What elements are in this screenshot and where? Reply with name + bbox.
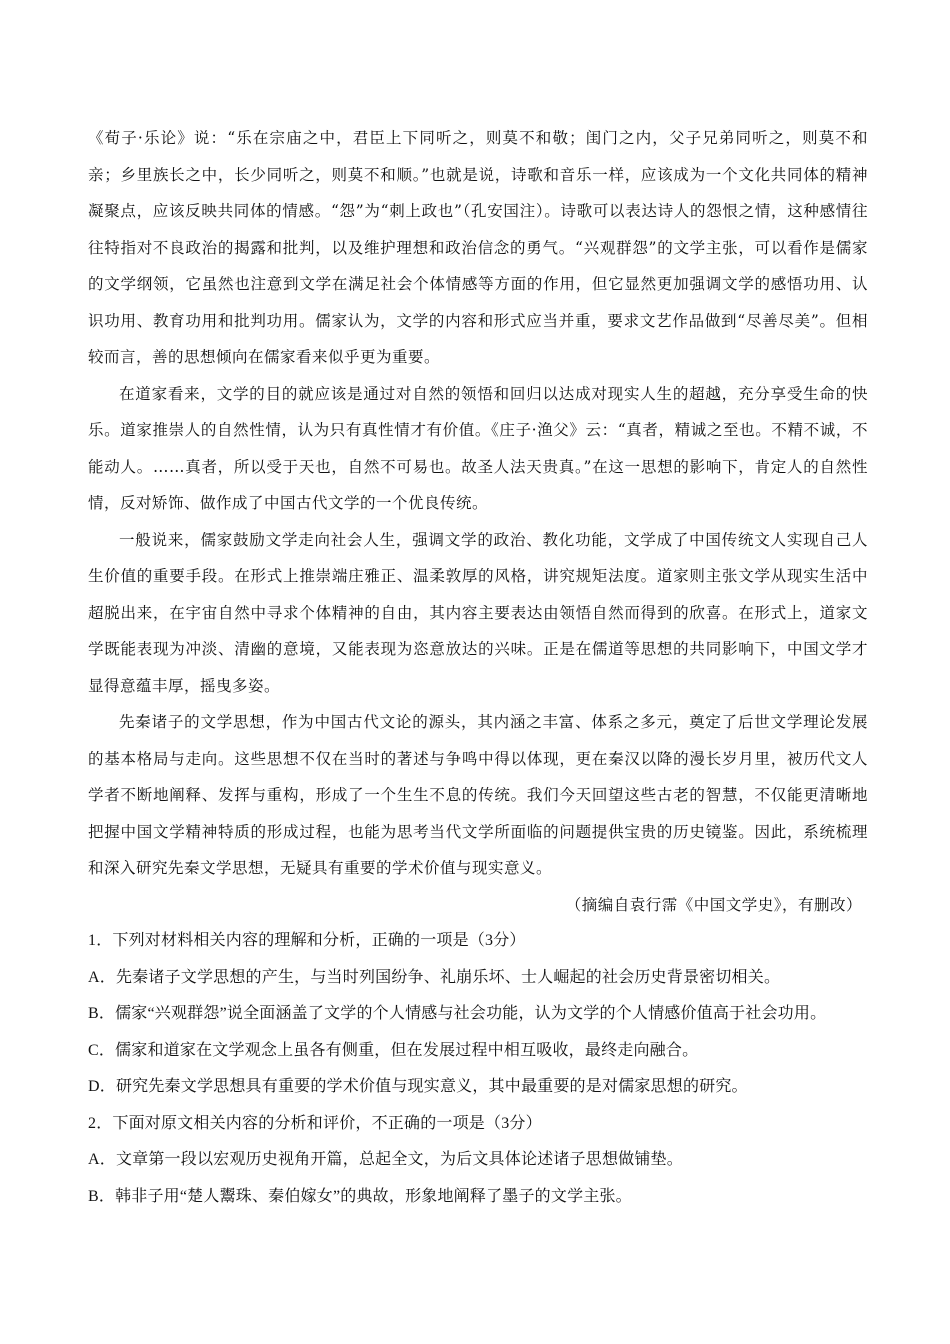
passage-paragraph: 在道家看来，文学的目的就应该是通过对自然的领悟和回归以达成对现实人生的超越，充分享受生命的快乐。道家推崇人的自然性情，认为只有真性情才有价值。《庄子·渔父》云：“真者，精诚之至也。不精不诚，不能动人。……真者，所以受于天也，自然不可易也。故圣人法天贵真。”在这一思想的影响下，肯定人的自然性情，反对矫饰、做作成了中国古代文学的一个优良传统。 xyxy=(88,384,868,512)
passage-paragraph: 先秦诸子的文学思想，作为中国古代文论的源头，其内涵之丰富、体系之多元，奠定了后世文学理论发展的基本格局与走向。这些思想不仅在当时的著述与争鸣中得以体现，更在秦汉以降的漫长岁月里，被历代文人学者不断地阐释、发挥与重构，形成了一个生生不息的传统。我们今天回望这些古老的智慧，不仅能更清晰地把握中国文学精神特质的形成过程，也能为思考当代文学所面临的问题提供宝贵的历史镜鉴。因此，系统梳理和深入研究先秦文学思想，无疑具有重要的学术价值与现实意义。 xyxy=(88,713,868,877)
question-2-stem: 2．下面对原文相关内容的分析和评价，不正确的一项是（3分） xyxy=(88,1114,542,1132)
passage-source: （摘编自袁行霈《中国文学史》，有删改） xyxy=(565,895,862,914)
question-2-option-a: A．文章第一段以宏观历史视角开篇，总起全文，为后文具体论述诸子思想做铺垫。 xyxy=(88,1151,683,1168)
question-2-option-b: B．韩非子用“楚人鬻珠、秦伯嫁女”的典故，形象地阐释了墨子的文学主张。 xyxy=(88,1187,632,1205)
passage-paragraph: 《荀子·乐论》说：“乐在宗庙之中，君臣上下同听之，则莫不和敬；闺门之内，父子兄弟同听之，则莫不和亲；乡里族长之中，长少同听之，则莫不和顺。”也就是说，诗歌和音乐一样，应该成为一个文化共同体的精神凝聚点，应该反映共同体的情感。“怨”为“刺上政也”（孔安国注）。诗歌可以表达诗人的怨恨之情，这种感情往往特指对不良政治的揭露和批判，以及维护理想和政治信念的勇气。“兴观群怨”的文学主张，可以看作是儒家的文学纲领，它虽然也注意到文学在满足社会个体情感等方面的作用，但它显然更加强调文学的感悟功用、认识功用、教育功用和批判功用。儒家认为，文学的内容和形式应当并重，要求文艺作品做到“尽善尽美”。但相较而言，善的思想倾向在儒家看来似乎更为重要。 xyxy=(88,129,868,366)
question-1-option-b: B．儒家“兴观群怨”说全面涵盖了文学的个人情感与社会功能，认为文学的个人情感价值高于社会功用。 xyxy=(88,1005,827,1022)
question-1-option-a: A．先秦诸子文学思想的产生，与当时列国纷争、礼崩乐坏、士人崛起的社会历史背景密切相关。 xyxy=(88,968,781,986)
passage-paragraph: 一般说来，儒家鼓励文学走向社会人生，强调文学的政治、教化功能，文学成了中国传统文人实现自己人生价值的重要手段。在形式上推崇端庄雅正、温柔敦厚的风格，讲究规矩法度。道家则主张文学从现实生活中超脱出来，在宇宙自然中寻求个体精神的自由，其内容主要表达由领悟自然而得到的欣喜。在形式上，道家文学既能表现为冲淡、清幽的意境，又能表现为恣意放达的兴味。正是在儒道等思想的共同影响下，中国文学才显得意蕴丰厚，摇曳多姿。 xyxy=(88,530,868,695)
question-1-option-d: D．研究先秦文学思想具有重要的学术价值与现实意义，其中最重要的是对儒家思想的研究。 xyxy=(88,1078,748,1095)
question-1-stem: 1．下列对材料相关内容的理解和分析，正确的一项是（3分） xyxy=(88,932,526,949)
question-1-option-c: C．儒家和道家在文学观念上虽各有侧重，但在发展过程中相互吸收，最终走向融合。 xyxy=(88,1041,699,1059)
exam-page xyxy=(88,120,868,1215)
